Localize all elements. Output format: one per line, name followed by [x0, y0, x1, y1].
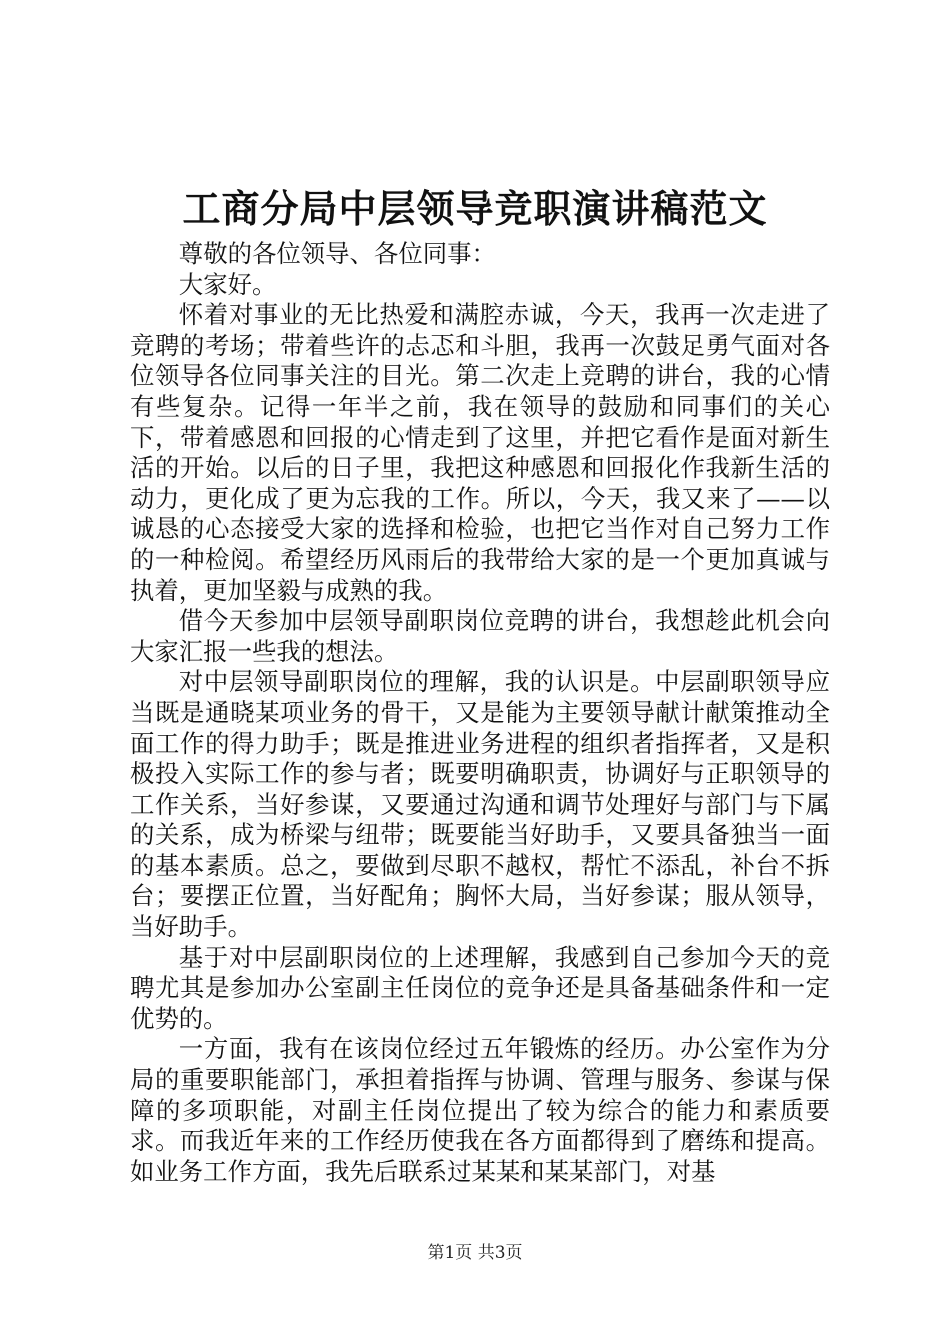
- body-paragraph: 对中层领导副职岗位的理解，我的认识是。中层副职领导应当既是通晓某项业务的骨干，又是能为主要领导献计献策推动全面工作的得力助手；既是推进业务进程的组织者指挥者，又是积极投入实际工作的参与者；既要明确职责，协调好与正职领导的工作关系，当好参谋，又要通过沟通和调节处理好与部门与下属的关系，成为桥梁与纽带；既要能当好助手，又要具备独当一面的基本素质。总之，要做到尽职不越权，帮忙不添乱，补台不拆台；要摆正位置，当好配角；胸怀大局，当好参谋；服从领导，当好助手。: [130, 667, 830, 942]
- document-title: 工商分局中层领导竞职演讲稿范文: [182, 186, 768, 231]
- body-paragraph: 基于对中层副职岗位的上述理解，我感到自己参加今天的竞聘尤其是参加办公室副主任岗位的竞争还是具备基础条件和一定优势的。: [130, 942, 830, 1033]
- page-number-footer: 第1页 共3页: [427, 1243, 523, 1263]
- body-paragraph: 一方面，我有在该岗位经过五年锻炼的经历。办公室作为分局的重要职能部门，承担着指挥与协调、管理与服务、参谋与保障的多项职能，对副主任岗位提出了较为综合的能力和素质要求。而我近年来的工作经历使我在各方面都得到了磨练和提高。如业务工作方面，我先后联系过某某和某某部门，对基: [130, 1034, 830, 1186]
- salutation-paragraph: 尊敬的各位领导、各位同事：: [178, 239, 496, 268]
- body-paragraph: 借今天参加中层领导副职岗位竞聘的讲台，我想趁此机会向大家汇报一些我的想法。: [130, 606, 830, 666]
- greeting-paragraph: 大家好。: [178, 269, 277, 299]
- document-body: [130, 239, 830, 1187]
- body-paragraph: 怀着对事业的无比热爱和满腔赤诚，今天，我再一次走进了竞聘的考场；带着些许的忐忑和斗胆，我再一次鼓足勇气面对各位领导各位同事关注的目光。第二次走上竞聘的讲台，我的心情有些复杂。记得一年半之前，我在领导的鼓励和同事们的关心下，带着感恩和回报的心情走到了这里，并把它看作是面对新生活的开始。以后的日子里，我把这种感恩和回报化作我新生活的动力，更化成了更为忘我的工作。所以，今天，我又来了——以诚恳的心态接受大家的选择和检验，也把它当作对自己努力工作的一种检阅。希望经历风雨后的我带给大家的是一个更加真诚与执着，更加坚毅与成熟的我。: [130, 300, 830, 605]
